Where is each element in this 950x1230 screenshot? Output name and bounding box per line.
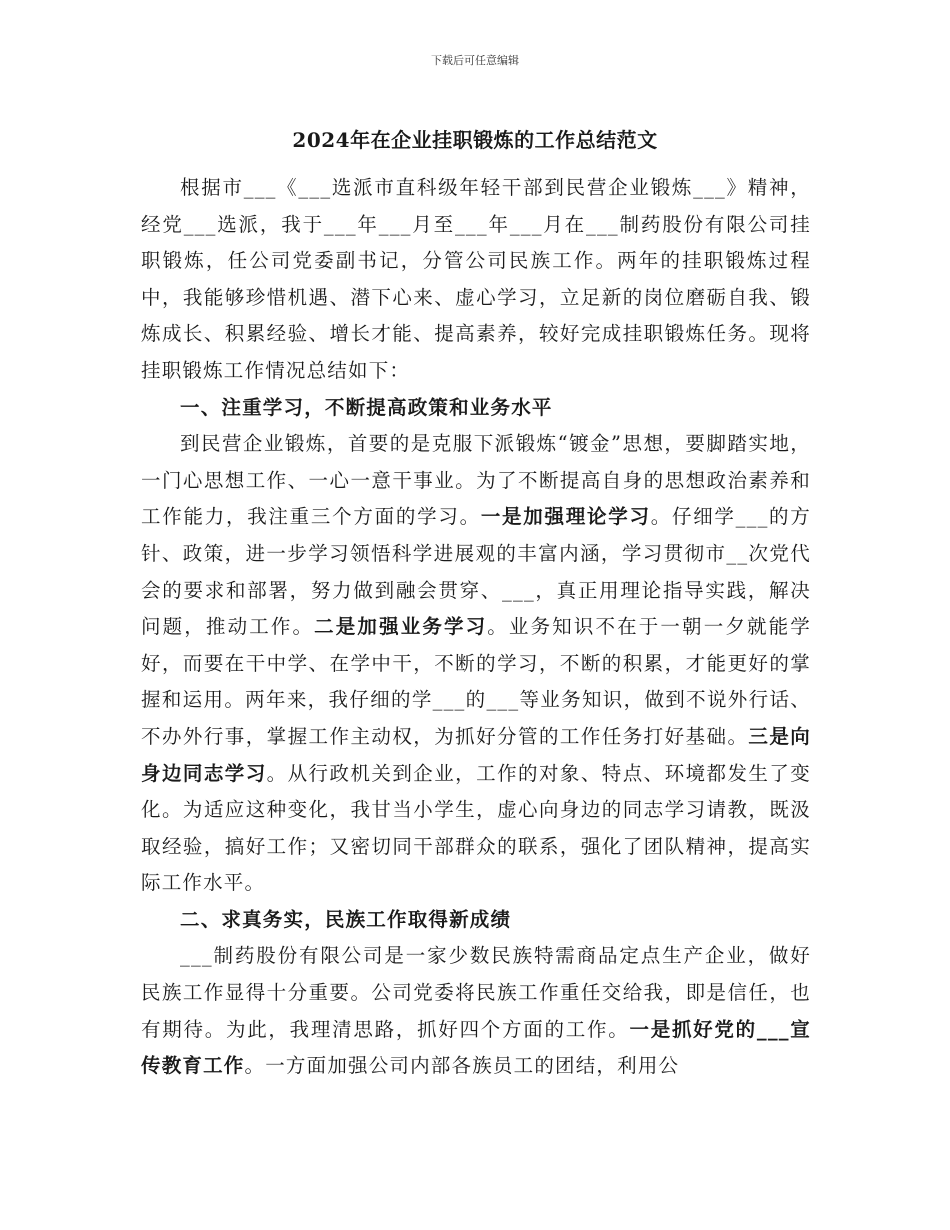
section-heading-1: 一、注重学习，不断提高政策和业务水平	[180, 395, 553, 419]
paragraph-study	[141, 426, 811, 902]
text-run: 。从行政机关到企业，工作的对象、特点、环境都发生了变化。为适应这种变化，我甘当小学生，虚心向身边的同志学习请教，既汲取经验，搞好工作；又密切同干部群众的联系，强化了团队精神，提高实际工作水平。	[141, 761, 811, 895]
text-run: 。仔细学___的方针、政策，进一步学习领悟科学进展观的丰富内涵，学习贯彻市__次党代会的要求和部署，努力做到融会贯穿、___，真正用理论指导实践，解决问题，推动工作。	[141, 505, 811, 639]
document-title: 2024年在企业挂职锻炼的工作总结范文	[292, 128, 658, 152]
text-run: ___制药股份有限公司是一家少数民族特需商品定点生产企业，做好民族工作显得十分重要。公司党委将民族工作重任交给我，即是信任，也有期待。为此，我理清思路，抓好四个方面的工作。	[141, 944, 811, 1041]
text-run: 到民营企业锻炼，首要的是克服下派锻炼“镀金”思想，要脚踏实地，一门心思想工作、一心一意干事业。为了不断提高自身的思想政治素养和工作能力，我注重三个方面的学习。	[141, 432, 811, 529]
bold-point-3: 三是向身边同志学习	[141, 724, 811, 785]
paragraph-ethnic-work	[141, 938, 811, 1084]
section-heading-2: 二、求真务实，民族工作取得新成绩	[180, 907, 512, 931]
bold-point-1: 一是加强理论学习	[480, 505, 651, 529]
bold-point-4: 一是抓好党的___宣传教育工作	[141, 1017, 811, 1078]
document-body	[141, 170, 811, 1085]
text-run: 。业务知识不在于一朝一夕就能学好，而要在干中学、在学中干，不断的学习，不断的积累，才能更好的掌握和运用。两年来，我仔细的学___的___等业务知识，做到不说外行话、不办外行事，掌握工作主动权，为抓好分管的工作任务打好基础。	[141, 615, 811, 748]
paragraph-intro: 根据市___《___选派市直科级年轻干部到民营企业锻炼___》精神，经党___选派，我于___年___月至___年___月在___制药股份有限公司挂职锻炼，任公司党委副书记，分管公司民族工作。两年的挂职锻炼过程中，我能够珍惜机遇、潜下心来、虚心学习，立足新的岗位磨砺自我、锻炼成长、积累经验、增长才能、提高素养，较好完成挂职锻炼任务。现将挂职锻炼工作情况总结如下：	[141, 176, 811, 382]
page-header: 下载后可任意编辑	[431, 54, 519, 67]
bold-point-2: 二是加强业务学习	[314, 615, 488, 639]
text-run: 。一方面加强公司内部各族员工的团结，利用公	[244, 1054, 680, 1078]
